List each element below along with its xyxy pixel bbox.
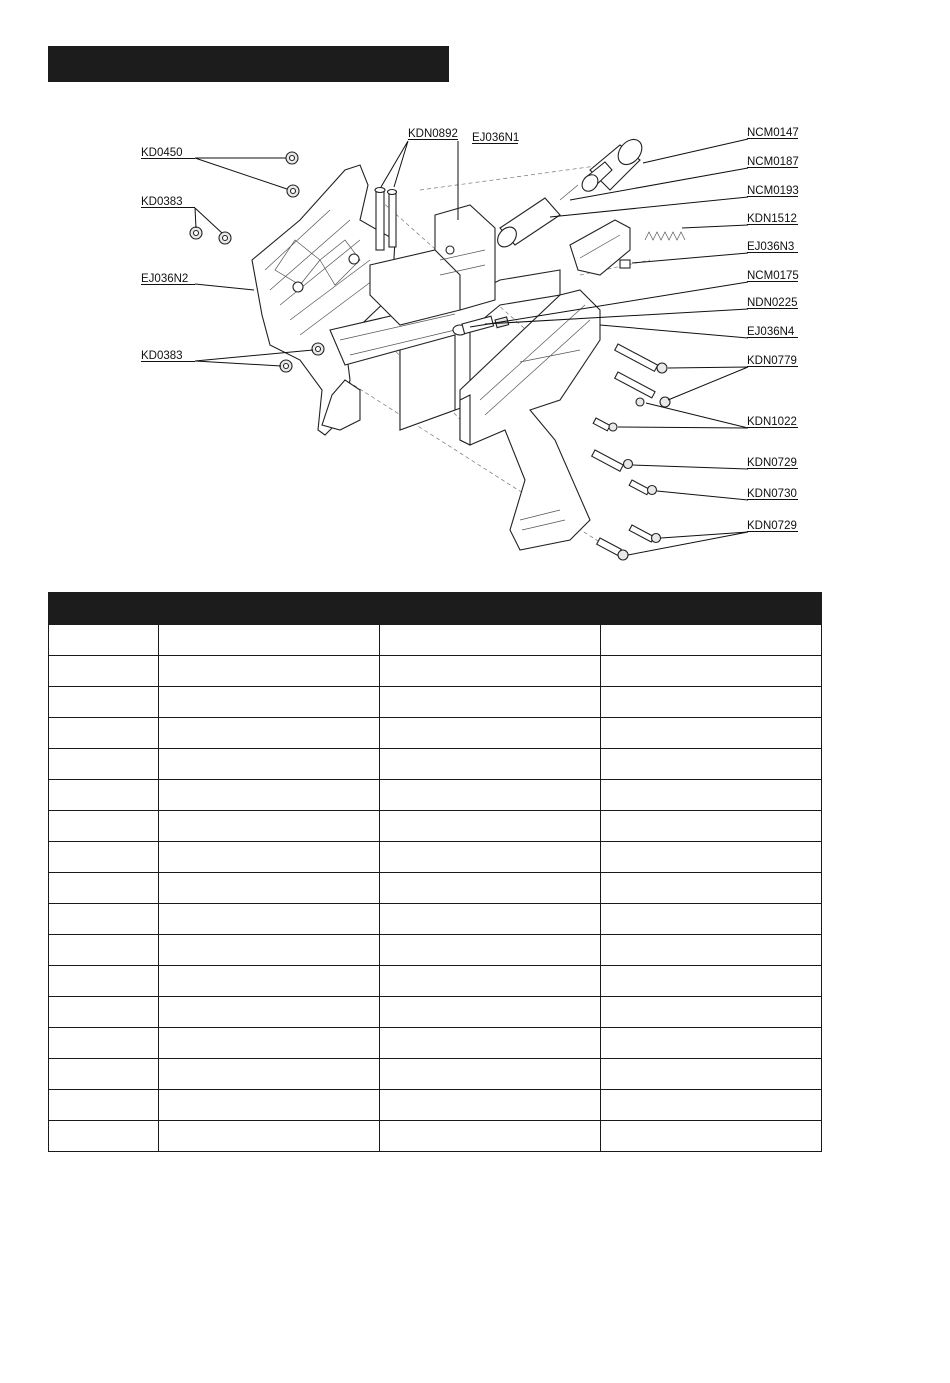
label-ej036n1: EJ036N1 (472, 132, 520, 144)
table-cell (159, 749, 380, 780)
table-cell (380, 1121, 601, 1152)
table-header-cell (49, 593, 159, 625)
table-cell (49, 904, 159, 935)
table-cell (49, 842, 159, 873)
table-cell (601, 687, 822, 718)
label-kd0450: KD0450 (141, 147, 183, 159)
label-kdn0892: KDN0892 (408, 128, 458, 140)
table-cell (159, 935, 380, 966)
table-cell (49, 749, 159, 780)
table-cell (601, 997, 822, 1028)
table-cell (159, 718, 380, 749)
parts-table (48, 592, 822, 1152)
label-ndn0225: NDN0225 (747, 297, 798, 309)
label-ncm0187: NCM0187 (747, 156, 799, 168)
label-kdn1022: KDN1022 (747, 416, 797, 428)
table-header-cell (159, 593, 380, 625)
table-cell (49, 718, 159, 749)
table-cell (380, 656, 601, 687)
label-ej036n4: EJ036N4 (747, 326, 795, 338)
label-kdn0779: KDN0779 (747, 355, 797, 367)
table-cell (159, 873, 380, 904)
table-cell (49, 811, 159, 842)
table-row (49, 625, 822, 656)
table-cell (159, 997, 380, 1028)
table-header-cell (601, 593, 822, 625)
table-row (49, 1121, 822, 1152)
table-cell (601, 1090, 822, 1121)
table-cell (380, 966, 601, 997)
table-cell (380, 811, 601, 842)
table-header-row (49, 593, 822, 625)
table-cell (49, 625, 159, 656)
table-cell (49, 873, 159, 904)
table-row (49, 656, 822, 687)
table-cell (49, 1028, 159, 1059)
table-row (49, 687, 822, 718)
table-cell (159, 904, 380, 935)
table-cell (159, 1121, 380, 1152)
exploded-assembly-drawing (190, 135, 685, 560)
section-title-bar (48, 46, 449, 82)
table-cell (49, 1059, 159, 1090)
table-cell (380, 997, 601, 1028)
table-cell (601, 718, 822, 749)
table-body (49, 625, 822, 1152)
table-cell (159, 780, 380, 811)
label-ncm0175: NCM0175 (747, 270, 799, 282)
table-cell (601, 935, 822, 966)
label-kd0383-bottom: KD0383 (141, 350, 183, 362)
table-cell (601, 904, 822, 935)
table-cell (380, 1059, 601, 1090)
table-row (49, 997, 822, 1028)
table-header-cell (380, 593, 601, 625)
table-cell (601, 656, 822, 687)
diagram-canvas (0, 100, 950, 590)
table-cell (380, 1028, 601, 1059)
table-cell (601, 1028, 822, 1059)
table-cell (601, 842, 822, 873)
label-ej036n3: EJ036N3 (747, 241, 795, 253)
left-side-plate (252, 165, 395, 435)
table-cell (380, 873, 601, 904)
label-ej036n2: EJ036N2 (141, 273, 189, 285)
table-cell (601, 873, 822, 904)
table-cell (601, 966, 822, 997)
table-cell (601, 1059, 822, 1090)
table-row (49, 842, 822, 873)
table-cell (159, 687, 380, 718)
table-row (49, 718, 822, 749)
table-row (49, 935, 822, 966)
spring (645, 232, 685, 240)
table-cell (49, 935, 159, 966)
table-cell (49, 687, 159, 718)
table-cell (49, 656, 159, 687)
table-cell (601, 811, 822, 842)
table-cell (159, 811, 380, 842)
table-cell (380, 780, 601, 811)
table-cell (380, 625, 601, 656)
table-cell (49, 1121, 159, 1152)
table-cell (380, 935, 601, 966)
table-row (49, 904, 822, 935)
table-row (49, 1028, 822, 1059)
table-cell (380, 842, 601, 873)
table-cell (49, 1090, 159, 1121)
table-cell (159, 966, 380, 997)
table-row (49, 1090, 822, 1121)
table-row (49, 811, 822, 842)
label-ncm0147: NCM0147 (747, 127, 799, 139)
table-row (49, 966, 822, 997)
screws (592, 344, 670, 560)
table-row (49, 1059, 822, 1090)
table-row (49, 749, 822, 780)
table-cell (49, 997, 159, 1028)
table-cell (380, 718, 601, 749)
table-cell (159, 842, 380, 873)
table-cell (159, 656, 380, 687)
exploded-parts-diagram (0, 100, 950, 590)
table-cell (601, 780, 822, 811)
table-cell (49, 780, 159, 811)
table-cell (380, 749, 601, 780)
table-cell (159, 1059, 380, 1090)
table-cell (601, 1121, 822, 1152)
table-cell (49, 966, 159, 997)
label-kd0383-top: KD0383 (141, 196, 183, 208)
table-cell (159, 625, 380, 656)
label-kdn0729-upper: KDN0729 (747, 457, 797, 469)
table-cell (380, 1090, 601, 1121)
table-row (49, 780, 822, 811)
table-row (49, 873, 822, 904)
table-cell (159, 1090, 380, 1121)
table-cell (601, 625, 822, 656)
label-ncm0193: NCM0193 (747, 185, 799, 197)
slider-part (570, 220, 630, 275)
label-kdn0730: KDN0730 (747, 488, 797, 500)
label-kdn1512: KDN1512 (747, 213, 797, 225)
table-cell (380, 904, 601, 935)
table-cell (601, 749, 822, 780)
table-cell (380, 687, 601, 718)
table-cell (159, 1028, 380, 1059)
label-kdn0729-lower: KDN0729 (747, 520, 797, 532)
